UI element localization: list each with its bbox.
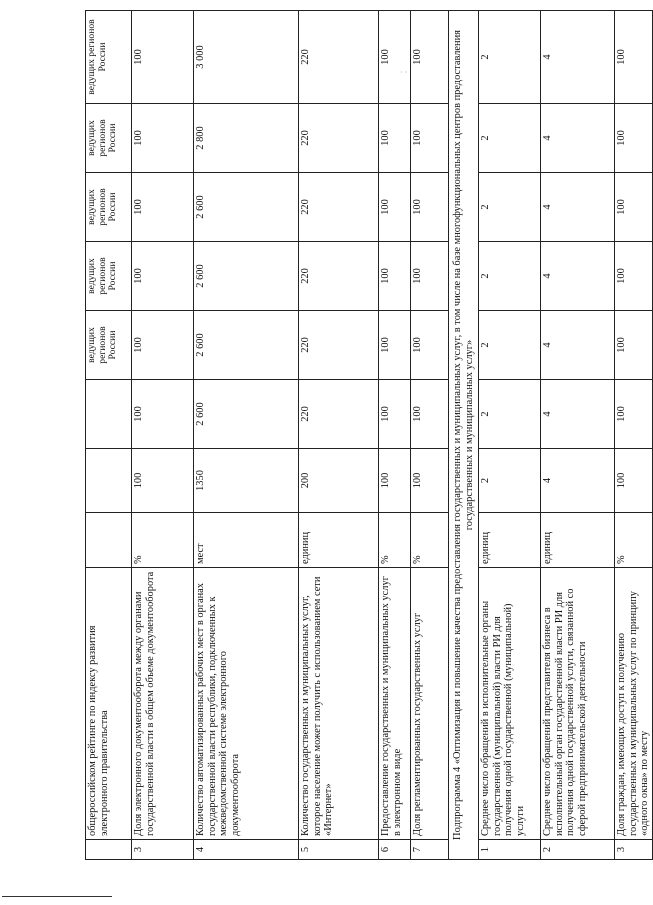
value-cell: 100 bbox=[379, 173, 411, 242]
indicators-table bbox=[85, 10, 653, 860]
value-cell: 100 bbox=[132, 173, 194, 242]
row-number: 3 bbox=[132, 840, 194, 860]
table-row bbox=[86, 11, 132, 860]
indicator-name: Доля электронного документооборота между органами государственной власти в общем объеме документооборота bbox=[132, 568, 194, 840]
value-cell: 2 bbox=[479, 380, 541, 449]
unit-cell: мест bbox=[194, 513, 299, 568]
value-cell: 2 bbox=[479, 449, 541, 513]
value-cell: 2 bbox=[479, 104, 541, 173]
table-row bbox=[132, 11, 194, 860]
value-cell: 2 600 bbox=[194, 173, 299, 242]
indicator-name: Доля регламентированных государственных услуг bbox=[411, 568, 449, 840]
value-cell: 100 bbox=[132, 242, 194, 311]
table-row bbox=[379, 11, 411, 860]
value-cell: 4 bbox=[541, 380, 615, 449]
value-cell: 100 bbox=[615, 11, 653, 104]
value-cell: 200 bbox=[299, 449, 379, 513]
value-cell bbox=[86, 380, 132, 449]
value-cell: ведущих регионов России bbox=[86, 173, 132, 242]
value-cell bbox=[86, 449, 132, 513]
value-cell: 4 bbox=[541, 449, 615, 513]
indicator-name: Среднее число обращений в исполнительные органы государственной (муниципальной) власти РИ для получения одной государственной (муниципальной) услуги bbox=[479, 568, 541, 840]
value-cell: ведущих регионов России bbox=[86, 11, 132, 104]
value-cell: 4 bbox=[541, 11, 615, 104]
value-cell: 2 600 bbox=[194, 242, 299, 311]
value-cell: 100 bbox=[615, 242, 653, 311]
value-cell: 100 bbox=[379, 11, 411, 104]
indicator-name: общероссийском рейтинге по индексу развития электронного правительства bbox=[86, 568, 132, 840]
row-number bbox=[86, 840, 132, 860]
footer-rule bbox=[2, 896, 112, 897]
value-cell: 100 bbox=[411, 104, 449, 173]
unit-cell: единиц bbox=[299, 513, 379, 568]
value-cell: 100 bbox=[615, 104, 653, 173]
value-cell: ведущих регионов России bbox=[86, 242, 132, 311]
value-cell: 100 bbox=[132, 449, 194, 513]
value-cell: ведущих регионов России bbox=[86, 311, 132, 380]
value-cell: 100 bbox=[615, 380, 653, 449]
row-number: 3 bbox=[615, 840, 653, 860]
unit-cell: % bbox=[132, 513, 194, 568]
scan-mark: · · bbox=[400, 68, 408, 77]
value-cell: 2 bbox=[479, 311, 541, 380]
value-cell: 4 bbox=[541, 242, 615, 311]
value-cell: 2 600 bbox=[194, 380, 299, 449]
unit-cell: % bbox=[615, 513, 653, 568]
value-cell: 2 800 bbox=[194, 104, 299, 173]
unit-cell: % bbox=[411, 513, 449, 568]
row-number: 1 bbox=[479, 840, 541, 860]
value-cell: 220 bbox=[299, 380, 379, 449]
subprogram-row bbox=[449, 11, 479, 860]
value-cell: 100 bbox=[411, 380, 449, 449]
value-cell: 100 bbox=[615, 311, 653, 380]
value-cell: 220 bbox=[299, 11, 379, 104]
value-cell: 100 bbox=[379, 242, 411, 311]
value-cell: 2 bbox=[479, 11, 541, 104]
indicator-name: Доля граждан, имеющих доступ к получению государственных и муниципальных услуг по принципу «одного окна» по месту bbox=[615, 568, 653, 840]
row-number: 5 bbox=[299, 840, 379, 860]
table-row bbox=[615, 11, 653, 860]
subprogram-heading: Подпрограмма 4 «Оптимизация и повышение качества предоставления государственных и муниципальных услуг, в том числе на базе многофункциональных центров предоставления государственных и муниципальных услуг» bbox=[449, 11, 479, 860]
unit-cell: единиц bbox=[541, 513, 615, 568]
rotated-table-container bbox=[85, 19, 651, 860]
unit-cell: % bbox=[379, 513, 411, 568]
indicator-name: Количество автоматизированных рабочих мест в органах государственной власти республики, подключенных к межведомственной системе электронного документооборота bbox=[194, 568, 299, 840]
table-row bbox=[411, 11, 449, 860]
value-cell: 100 bbox=[615, 173, 653, 242]
value-cell: 100 bbox=[411, 242, 449, 311]
value-cell: 220 bbox=[299, 104, 379, 173]
value-cell: 220 bbox=[299, 311, 379, 380]
value-cell: 4 bbox=[541, 311, 615, 380]
table-row bbox=[299, 11, 379, 860]
value-cell: 100 bbox=[411, 311, 449, 380]
value-cell: 100 bbox=[379, 311, 411, 380]
value-cell: 100 bbox=[379, 380, 411, 449]
table-body bbox=[86, 11, 653, 860]
value-cell: 220 bbox=[299, 242, 379, 311]
value-cell: 100 bbox=[132, 311, 194, 380]
value-cell: 100 bbox=[379, 449, 411, 513]
unit-cell bbox=[86, 513, 132, 568]
row-number: 7 bbox=[411, 840, 449, 860]
value-cell: 2 bbox=[479, 242, 541, 311]
row-number: 2 bbox=[541, 840, 615, 860]
value-cell: 100 bbox=[411, 11, 449, 104]
value-cell: ведущих регионов России bbox=[86, 104, 132, 173]
value-cell: 100 bbox=[132, 11, 194, 104]
table-row bbox=[194, 11, 299, 860]
row-number: 6 bbox=[379, 840, 411, 860]
value-cell: 100 bbox=[132, 380, 194, 449]
value-cell: 2 600 bbox=[194, 311, 299, 380]
value-cell: 100 bbox=[411, 173, 449, 242]
table-row bbox=[479, 11, 541, 860]
value-cell: 1350 bbox=[194, 449, 299, 513]
value-cell: 220 bbox=[299, 173, 379, 242]
table-row bbox=[541, 11, 615, 860]
indicator-name: Среднее число обращений представителя бизнеса в исполнительный орган государственной власти РИ для получения одной государственной услуги, связанной со сферой предпринимательской деятельности bbox=[541, 568, 615, 840]
value-cell: 2 bbox=[479, 173, 541, 242]
unit-cell: единиц bbox=[479, 513, 541, 568]
value-cell: 3 000 bbox=[194, 11, 299, 104]
indicator-name: Предоставление государственных и муниципальных услуг в электронном виде bbox=[379, 568, 411, 840]
indicator-name: Количество государственных и муниципальных услуг, которое население может получить с использованием сети «Интернет» bbox=[299, 568, 379, 840]
value-cell: 4 bbox=[541, 173, 615, 242]
value-cell: 100 bbox=[132, 104, 194, 173]
value-cell: 100 bbox=[615, 449, 653, 513]
row-number: 4 bbox=[194, 840, 299, 860]
value-cell: 4 bbox=[541, 104, 615, 173]
value-cell: 100 bbox=[379, 104, 411, 173]
value-cell: 100 bbox=[411, 449, 449, 513]
